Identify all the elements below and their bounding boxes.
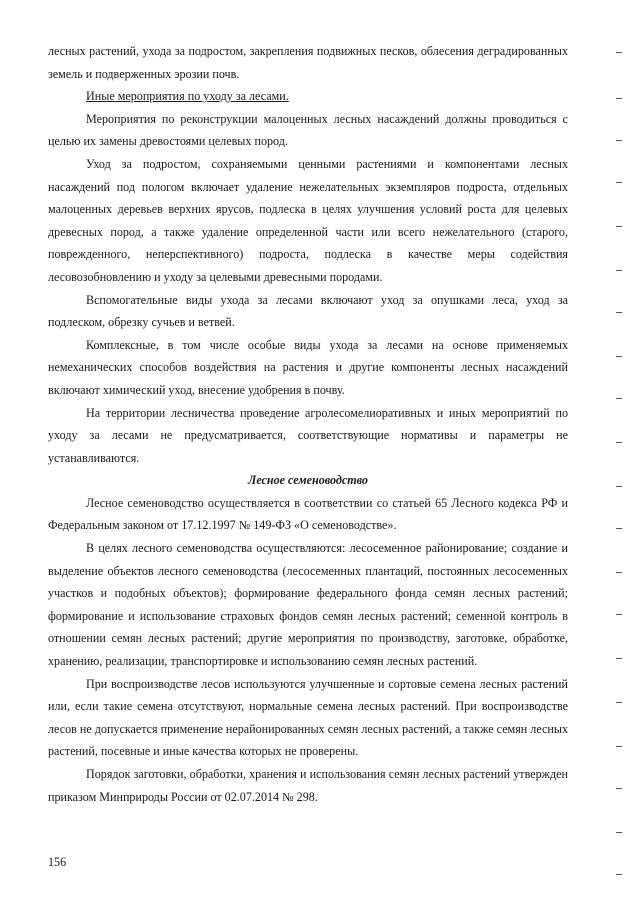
edge-mark (616, 874, 622, 875)
edge-mark (616, 486, 622, 487)
paragraph: Лесное семеноводство осуществляется в соответствии со статьей 65 Лесного кодекса РФ и Федеральным законом от 17.12.1997 № 149-ФЗ «О семеноводстве». (48, 495, 568, 533)
paragraph: На территории лесничества проведение агролесомелиоративных и иных мероприятий по уходу за лесами не предусматривается, соответствующие нормативы и параметры не устанавливаются. (48, 405, 568, 465)
paragraph: При воспроизводстве лесов используются улучшенные и сортовые семена лесных растений или, если такие семена отсутствуют, нормальные семена лесных растений. При воспроизводстве лесов не допускается применение нерайонированных семян лесных растений, а также семян лесных растений, посевные и иные качества которых не проверены. (48, 676, 568, 759)
edge-mark (616, 52, 622, 53)
edge-mark (616, 658, 622, 659)
edge-mark (616, 746, 622, 747)
edge-mark (616, 356, 622, 357)
edge-mark (616, 312, 622, 313)
edge-mark (616, 140, 622, 141)
paragraph: Уход за подростом, сохраняемыми ценными растениями и компонентами лесных насаждений под пологом включает удаление нежелательных экземпляров подроста, отдельных малоценных деревьев верхних ярусов, подлеска в целях улучшения условий роста для целевых древесных пород, а также удаление определенной части или всего нежелательного (старого, поврежденного, неперспективного) подроста, подлеска в качестве меры содействия лесовозобновлению и уходу за целевыми древесными породами. (48, 156, 568, 284)
edge-mark (616, 398, 622, 399)
edge-mark (616, 98, 622, 99)
underlined-subheading: Иные мероприятия по уходу за лесами. (86, 89, 289, 104)
edge-mark (616, 226, 622, 227)
paragraph (48, 85, 568, 108)
paragraph: Комплексные, в том числе особые виды ухода за лесами на основе применяемых немеханических способов воздействия на растения и другие компоненты лесных насаждений включают химический уход, внесение удобрения в почву. (48, 337, 568, 397)
paragraph: В целях лесного семеноводства осуществляются: лесосеменное районирование; создание и выделение объектов лесного семеноводства (лесосеменных плантаций, постоянных лесосеменных участков и подобных объектов); формирование федерального фонда семян лесных растений; формирование и использование страховых фондов семян лесных растений; семенной контроль в отношении семян лесных растений; другие мероприятия по производству, заготовке, обработке, хранению, реализации, транспортировке и использованию семян лесных растений. (48, 541, 568, 669)
page-number: 156 (48, 855, 67, 869)
edge-mark (616, 832, 622, 833)
edge-mark (616, 442, 622, 443)
page-edge-marks (616, 0, 626, 905)
edge-mark (616, 572, 622, 573)
edge-mark (616, 270, 622, 271)
edge-mark (616, 182, 622, 183)
paragraph: лесных растений, ухода за подростом, закрепления подвижных песков, облесения деградированных земель и подверженных эрозии почв. (48, 44, 568, 81)
edge-mark (616, 788, 622, 789)
document-body (48, 40, 568, 808)
edge-mark (616, 614, 622, 615)
edge-mark (616, 528, 622, 529)
paragraph: Мероприятия по реконструкции малоценных лесных насаждений должны проводиться с целью их замены древостоями целевых пород. (48, 111, 568, 149)
paragraph: Вспомогательные виды ухода за лесами включают уход за опушками леса, уход за подлеском, обрезку сучьев и ветвей. (48, 292, 568, 330)
section-heading: Лесное семеноводство (248, 473, 368, 488)
paragraph: Порядок заготовки, обработки, хранения и использования семян лесных растений утвержден приказом Минприроды России от 02.07.2014 № 298. (48, 767, 568, 804)
edge-mark (616, 702, 622, 703)
